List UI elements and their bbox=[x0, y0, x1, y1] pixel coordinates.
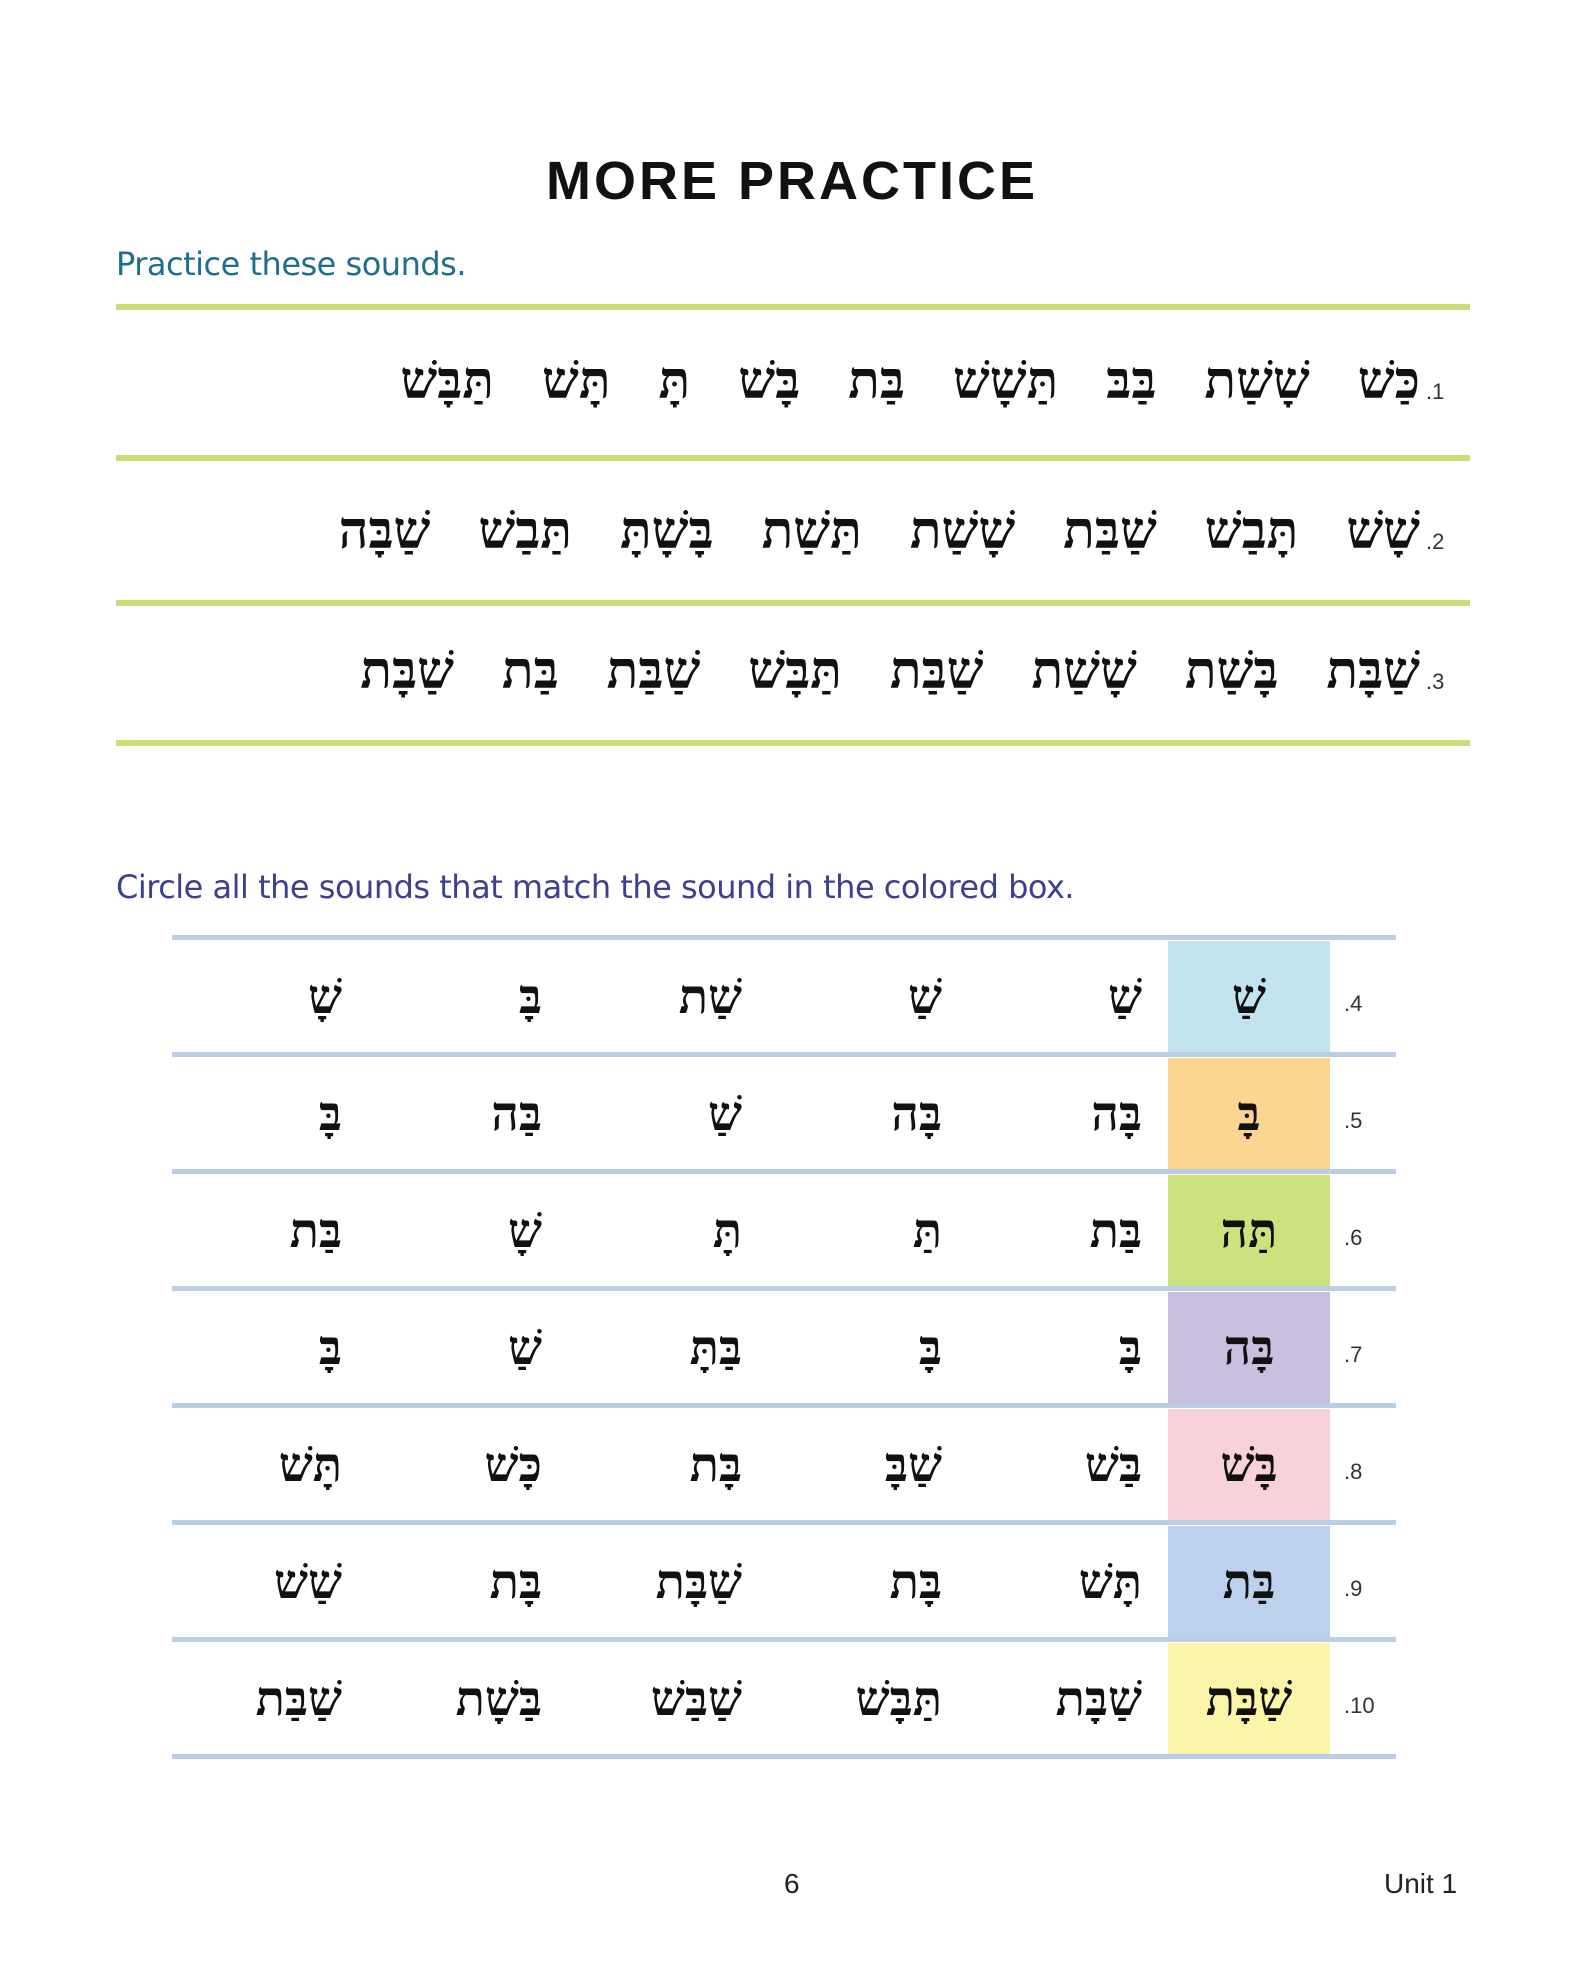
circle-row bbox=[172, 1058, 1396, 1169]
circle-row bbox=[172, 941, 1396, 1052]
practice-word: שָׁשַׁת bbox=[909, 499, 1016, 561]
sound-option[interactable] bbox=[792, 1058, 942, 1169]
practice-word: שַׁבַּת bbox=[889, 639, 984, 701]
row-number: .7 bbox=[1344, 1341, 1363, 1367]
sound-option[interactable] bbox=[992, 1526, 1142, 1637]
sound-option-text: שַׁבַּשׁ bbox=[650, 1670, 742, 1727]
sound-option[interactable] bbox=[592, 1058, 742, 1169]
sound-option[interactable] bbox=[192, 1409, 342, 1520]
row-number: .2 bbox=[1426, 529, 1445, 554]
sound-option[interactable] bbox=[592, 1175, 742, 1286]
practice-word: תַּבָּשׁ bbox=[748, 639, 842, 701]
practice-word: בָּשַׁת bbox=[1184, 639, 1279, 701]
sound-option[interactable] bbox=[392, 1409, 542, 1520]
practice-word: תָּשׁ bbox=[542, 349, 611, 411]
sound-option-text: תַּ bbox=[912, 1202, 942, 1259]
row-number: .8 bbox=[1344, 1458, 1363, 1484]
sound-option[interactable] bbox=[392, 1058, 542, 1169]
row-number: .10 bbox=[1344, 1692, 1375, 1718]
sound-option-text: בָּה bbox=[1091, 1085, 1142, 1142]
practice-row bbox=[116, 620, 1470, 720]
divider bbox=[116, 740, 1470, 746]
sound-option-text: בַּת bbox=[1089, 1202, 1142, 1259]
sound-option-text: תָּשׁ bbox=[278, 1436, 342, 1493]
unit-label: Unit 1 bbox=[1384, 1868, 1458, 1899]
practice-word: שַׁבָּת bbox=[1326, 639, 1420, 701]
sound-option-text: בַּת bbox=[289, 1202, 342, 1259]
sound-option[interactable] bbox=[792, 1526, 942, 1637]
practice-words bbox=[352, 350, 1420, 411]
circle-row bbox=[172, 1526, 1396, 1637]
sound-option-text: בַּשָׁת bbox=[455, 1670, 542, 1727]
row-number: .6 bbox=[1344, 1224, 1363, 1250]
sound-option[interactable] bbox=[792, 941, 942, 1052]
practice-word: בַּבּ bbox=[1106, 349, 1157, 411]
target-box bbox=[1168, 1058, 1330, 1169]
practice-word: תַּבַשׁ bbox=[478, 499, 572, 561]
circle-row bbox=[172, 1175, 1396, 1286]
sound-option[interactable] bbox=[592, 1643, 742, 1754]
row-divider bbox=[172, 1052, 1396, 1057]
practice-words bbox=[291, 500, 1420, 561]
sound-option[interactable] bbox=[592, 1526, 742, 1637]
sound-option-text: שַׁשׁ bbox=[274, 1553, 342, 1610]
sound-option-text: בַּה bbox=[491, 1085, 542, 1142]
sound-option-text: בָּה bbox=[891, 1085, 942, 1142]
sound-option-text: בָּ bbox=[318, 1319, 342, 1376]
sound-option[interactable] bbox=[592, 1292, 742, 1403]
sound-option[interactable] bbox=[192, 1175, 342, 1286]
page-title: MORE PRACTICE bbox=[545, 151, 1038, 211]
instruction-practice: Practice these sounds. bbox=[116, 245, 466, 283]
practice-word: תָּ bbox=[658, 349, 691, 411]
target-sound: שַׁבָּת bbox=[1205, 1670, 1293, 1727]
practice-word: שַׁבַּת bbox=[1063, 499, 1157, 561]
practice-word: תַּבָּשׁ bbox=[400, 349, 494, 411]
practice-word: בָּשָׁתָּ bbox=[619, 499, 714, 561]
divider bbox=[116, 455, 1470, 461]
instruction-circle: Circle all the sounds that match the sound in the colored box. bbox=[116, 868, 1075, 906]
practice-word: תָּבַשׁ bbox=[1204, 499, 1299, 561]
sound-option[interactable] bbox=[792, 1175, 942, 1286]
practice-word: שָׁשַׁת bbox=[1031, 639, 1137, 701]
row-number: .3 bbox=[1426, 669, 1445, 694]
sound-option[interactable] bbox=[392, 1526, 542, 1637]
practice-word: שַׁבָּת bbox=[360, 639, 454, 701]
sound-option-text: בָּ bbox=[1118, 1319, 1142, 1376]
sound-option[interactable] bbox=[592, 1409, 742, 1520]
practice-word: בַּת bbox=[848, 349, 905, 411]
practice-word: תַּשַׁת bbox=[761, 499, 862, 561]
row-divider bbox=[172, 1520, 1396, 1525]
divider bbox=[116, 600, 1470, 606]
sound-option[interactable] bbox=[192, 1058, 342, 1169]
sound-option-text: שַׁבָּת bbox=[655, 1553, 742, 1610]
sound-option-text: שַׁ bbox=[908, 968, 942, 1025]
target-sound: בָּשׁ bbox=[1220, 1436, 1278, 1493]
practice-word: בָּשׁ bbox=[738, 349, 801, 411]
sound-option-text: בָּת bbox=[889, 1553, 942, 1610]
practice-word: תַּשָׁשׁ bbox=[952, 349, 1059, 411]
target-sound: בָּ bbox=[1237, 1085, 1261, 1142]
sound-option-text: תָּ bbox=[712, 1202, 742, 1259]
practice-word: שָׁשַׁת bbox=[1204, 349, 1310, 411]
sound-option[interactable] bbox=[392, 1643, 542, 1754]
sound-option[interactable] bbox=[392, 1292, 542, 1403]
row-number: .5 bbox=[1344, 1107, 1363, 1133]
target-box bbox=[1168, 1526, 1330, 1637]
sound-option-text: שַׁ bbox=[708, 1085, 742, 1142]
practice-word: בַּת bbox=[501, 639, 559, 701]
page-number: 6 bbox=[784, 1868, 800, 1899]
practice-word: כַּשׁ bbox=[1357, 349, 1420, 411]
sound-option[interactable] bbox=[992, 1058, 1142, 1169]
sound-option[interactable] bbox=[992, 1643, 1142, 1754]
target-sound: בָּה bbox=[1223, 1319, 1275, 1376]
sound-option-text: שַׁבַּת bbox=[255, 1670, 342, 1727]
row-number: .9 bbox=[1344, 1575, 1363, 1601]
target-box bbox=[1168, 941, 1330, 1052]
sound-option-text: בָּ bbox=[918, 1319, 942, 1376]
row-divider bbox=[172, 1286, 1396, 1291]
target-sound: תַּה bbox=[1220, 1202, 1278, 1259]
sound-option[interactable] bbox=[192, 941, 342, 1052]
sound-option-text: שַׁבָּ bbox=[884, 1436, 942, 1493]
sound-option-text: בָּ bbox=[318, 1085, 342, 1142]
target-box bbox=[1168, 1175, 1330, 1286]
practice-word: שָׁשׁ bbox=[1346, 499, 1420, 561]
target-box bbox=[1168, 1643, 1330, 1754]
row-divider bbox=[172, 1637, 1396, 1642]
sound-option[interactable] bbox=[992, 1409, 1142, 1520]
sound-option-text: בָּת bbox=[489, 1553, 542, 1610]
row-divider bbox=[172, 935, 1396, 940]
sound-option[interactable] bbox=[192, 1643, 342, 1754]
sound-option-text: שַׁ bbox=[1108, 968, 1142, 1025]
circle-row bbox=[172, 1409, 1396, 1520]
sound-option-text: כָּשׁ bbox=[484, 1436, 542, 1493]
practice-word: שַׁבַּת bbox=[606, 639, 701, 701]
sound-option[interactable] bbox=[592, 941, 742, 1052]
row-divider bbox=[172, 1403, 1396, 1408]
circle-row bbox=[172, 1643, 1396, 1754]
row-number: .4 bbox=[1344, 990, 1363, 1016]
sound-option[interactable] bbox=[792, 1292, 942, 1403]
divider bbox=[116, 304, 1470, 310]
sound-option-text: תָּשׁ bbox=[1078, 1553, 1142, 1610]
sound-option[interactable] bbox=[992, 1292, 1142, 1403]
circle-row bbox=[172, 1292, 1396, 1403]
target-sound: בַּת bbox=[1222, 1553, 1276, 1610]
sound-option-text: שָׁ bbox=[308, 968, 342, 1025]
sound-option[interactable] bbox=[792, 1409, 942, 1520]
practice-word: שַׁבָּה bbox=[338, 499, 431, 561]
sound-option[interactable] bbox=[392, 1175, 542, 1286]
target-sound: שַׁ bbox=[1232, 968, 1266, 1025]
sound-option-text: תַּבָּשׁ bbox=[855, 1670, 942, 1727]
target-box bbox=[1168, 1409, 1330, 1520]
sound-option-text: בַּשׁ bbox=[1084, 1436, 1142, 1493]
sound-option-text: בַּתָּ bbox=[689, 1319, 742, 1376]
row-divider bbox=[172, 1754, 1396, 1759]
sound-option[interactable] bbox=[792, 1643, 942, 1754]
sound-option-text: שַׁבָּת bbox=[1055, 1670, 1142, 1727]
sound-option[interactable] bbox=[992, 941, 1142, 1052]
row-divider bbox=[172, 1169, 1396, 1174]
sound-option-text: שַׁת bbox=[678, 968, 742, 1025]
sound-option[interactable] bbox=[192, 1292, 342, 1403]
row-number: .1 bbox=[1426, 379, 1445, 404]
practice-row bbox=[116, 480, 1470, 580]
sound-option[interactable] bbox=[992, 1175, 1142, 1286]
sound-option-text: בָּת bbox=[689, 1436, 742, 1493]
sound-option[interactable] bbox=[392, 941, 542, 1052]
sound-option-text: שַׁ bbox=[508, 1319, 542, 1376]
target-box bbox=[1168, 1292, 1330, 1403]
practice-words bbox=[312, 640, 1420, 701]
sound-option-text: בָּ bbox=[518, 968, 542, 1025]
practice-row bbox=[116, 330, 1470, 430]
sound-option[interactable] bbox=[192, 1526, 342, 1637]
sound-option-text: שָׁ bbox=[508, 1202, 542, 1259]
